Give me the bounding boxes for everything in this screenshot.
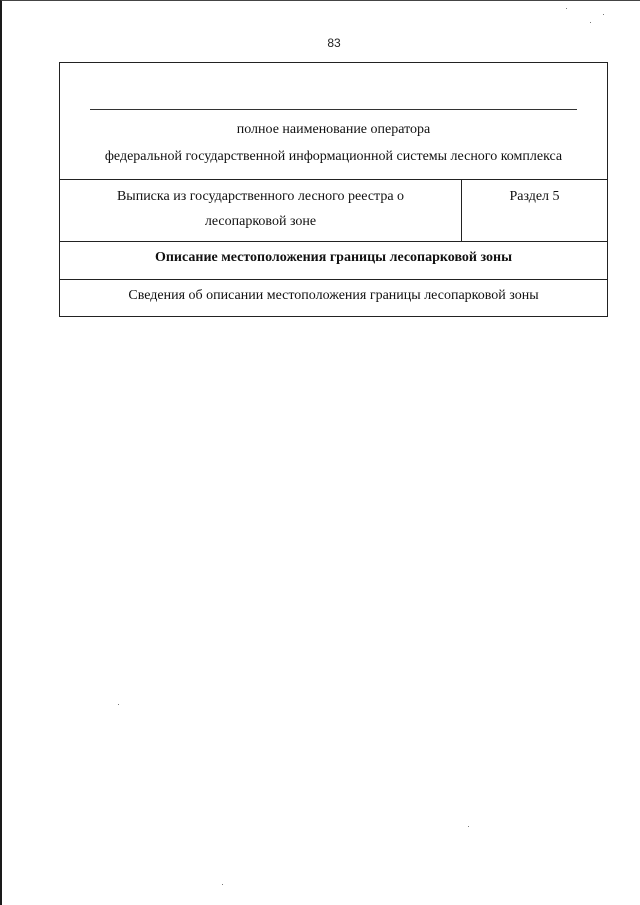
boundary-info-text: Сведения об описании местоположения границы лесопарковой зоны — [128, 288, 539, 303]
scan-speck — [118, 704, 119, 705]
section-heading: Описание местоположения границы лесопарковой зоны — [60, 242, 607, 280]
scan-speck — [603, 14, 604, 15]
extract-title-line-2: лесопарковой зоне — [204, 214, 317, 229]
page-number: 83 — [327, 36, 341, 50]
section-label: Раздел 5 — [509, 189, 560, 204]
operator-caption-line-1: полное наименование оператора — [236, 122, 431, 137]
scan-speck — [566, 8, 567, 9]
operator-caption-line-2: федеральной государственной информационной системы лесного комплекса — [104, 149, 563, 164]
scan-speck — [468, 826, 469, 827]
forest-registry-extract-form — [59, 62, 608, 317]
operator-block — [60, 63, 607, 180]
extract-title-cell — [60, 180, 462, 241]
scan-speck — [222, 884, 223, 885]
extract-title-line-1: Выписка из государственного лесного реестра о — [116, 189, 405, 204]
scan-speck — [590, 22, 591, 23]
operator-name-fill-line — [90, 109, 577, 110]
extract-title-row — [60, 180, 607, 242]
